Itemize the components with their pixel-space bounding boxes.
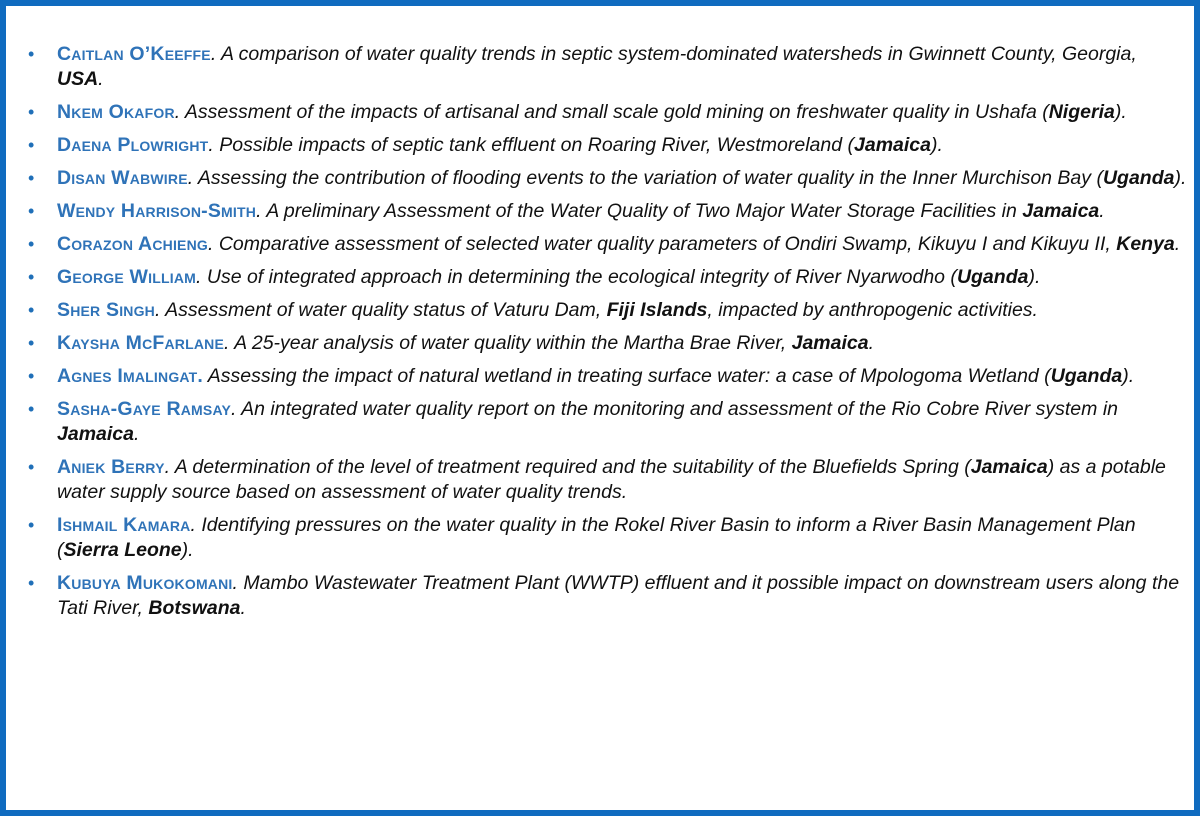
separator: .	[208, 134, 220, 156]
author-name: Agnes Imalingat.	[57, 365, 204, 387]
bullet-icon: •	[28, 267, 35, 287]
title-tail: .	[868, 332, 875, 354]
list-item	[28, 513, 1188, 563]
title-tail: ).	[1122, 365, 1135, 387]
title-tail: ).	[181, 539, 194, 561]
country-name: Jamaica	[57, 423, 134, 445]
separator: .	[224, 332, 235, 354]
bullet-icon: •	[28, 201, 35, 221]
country-name: Kenya	[1116, 233, 1175, 255]
country-name: Jamaica	[791, 332, 869, 354]
separator: .	[231, 398, 242, 420]
country-name: Nigeria	[1048, 101, 1115, 123]
thesis-title: Assessment of water quality status of Vaturu Dam,	[165, 299, 607, 321]
title-tail: ).	[931, 134, 943, 156]
thesis-list	[28, 42, 1188, 629]
bullet-icon: •	[28, 44, 35, 64]
title-tail: .	[133, 423, 140, 445]
separator: .	[210, 43, 221, 65]
country-name: Jamaica	[970, 456, 1048, 478]
bullet-icon: •	[28, 366, 35, 386]
bullet-icon: •	[28, 333, 35, 353]
list-item	[28, 42, 1188, 92]
author-name: Aniek Berry	[57, 456, 165, 478]
bullet-icon: •	[28, 102, 35, 122]
thesis-title: Assessing the contribution of flooding events to the variation of water quality in the Inner Murchison Bay (	[197, 167, 1103, 189]
list-item	[28, 100, 1188, 125]
country-name: Uganda	[1102, 167, 1175, 189]
thesis-title: Mambo Wastewater Treatment Plant (WWTP) effluent and it possible impact on downstream users along the Tati River,	[57, 572, 1180, 619]
separator: .	[190, 514, 202, 536]
thesis-title: Possible impacts of septic tank effluent on Roaring River, Westmoreland (	[219, 134, 855, 156]
thesis-title: Identifying pressures on the water quality in the Rokel River Basin to inform a River Basin Management Plan (	[57, 514, 1136, 561]
separator: .	[187, 167, 198, 189]
list-item	[28, 331, 1188, 356]
author-name: Sasha-Gaye Ramsay	[57, 398, 232, 420]
list-item	[28, 298, 1188, 323]
country-name: Botswana	[148, 597, 241, 619]
country-name: Jamaica	[854, 134, 931, 156]
author-name: George William	[57, 266, 197, 288]
title-tail: ) as a potable water supply source based on assessment of water quality trends.	[57, 456, 1166, 503]
author-name: Nkem Okafor	[57, 101, 175, 123]
separator: .	[164, 456, 175, 478]
list-item	[28, 571, 1188, 621]
title-tail: .	[98, 68, 104, 90]
bullet-icon: •	[28, 168, 35, 188]
thesis-title: A determination of the level of treatment required and the suitability of the Bluefields Spring (	[174, 456, 971, 478]
list-item	[28, 265, 1188, 290]
country-name: Uganda	[1050, 365, 1123, 387]
author-name: Ishmail Kamara	[57, 514, 191, 536]
author-name: Kubuya Mukokomani	[57, 572, 233, 594]
title-tail: .	[1099, 200, 1105, 222]
country-name: Uganda	[956, 266, 1029, 288]
separator: .	[155, 299, 166, 321]
separator: .	[196, 266, 207, 288]
thesis-title: Use of integrated approach in determining the ecological integrity of River Nyarwodho (	[206, 266, 957, 288]
thesis-title: A 25-year analysis of water quality within the Martha Brae River,	[234, 332, 792, 354]
author-name: Daena Plowright	[57, 134, 209, 156]
list-item	[28, 364, 1188, 389]
list-item	[28, 455, 1188, 505]
thesis-title: An integrated water quality report on the monitoring and assessment of the Rio Cobre River system in	[241, 398, 1118, 420]
separator: .	[256, 200, 267, 222]
list-item	[28, 133, 1188, 158]
title-tail: ).	[1114, 101, 1127, 123]
list-item	[28, 397, 1188, 447]
author-name: Wendy Harrison-Smith	[57, 200, 257, 222]
bullet-icon: •	[28, 515, 35, 535]
bullet-icon: •	[28, 234, 35, 254]
thesis-title: Assessment of the impacts of artisanal and small scale gold mining on freshwater quality in Ushafa (	[184, 101, 1049, 123]
author-name: Disan Wabwire	[57, 167, 188, 189]
thesis-title: A comparison of water quality trends in septic system-dominated watersheds in Gwinnett County, Georgia,	[220, 43, 1137, 65]
author-name: Kaysha McFarlane	[57, 332, 225, 354]
thesis-title: A preliminary Assessment of the Water Quality of Two Major Water Storage Facilities in	[266, 200, 1023, 222]
bullet-icon: •	[28, 573, 35, 593]
bullet-icon: •	[28, 300, 35, 320]
title-tail: , impacted by anthropogenic activities.	[707, 299, 1038, 321]
separator: .	[174, 101, 185, 123]
thesis-title: Assessing the impact of natural wetland in treating surface water: a case of Mpologoma Wetland (	[207, 365, 1051, 387]
thesis-title: Comparative assessment of selected water quality parameters of Ondiri Swamp, Kikuyu I and Kikuyu II,	[218, 233, 1117, 255]
list-item	[28, 166, 1188, 191]
author-name: Sher Singh	[57, 299, 155, 321]
author-name: Corazon Achieng	[57, 233, 208, 255]
country-name: USA	[57, 68, 99, 90]
title-tail: ).	[1028, 266, 1041, 288]
author-name: Caitlan O’Keeffe	[57, 43, 211, 65]
list-item	[28, 199, 1188, 224]
separator: .	[207, 233, 219, 255]
bullet-icon: •	[28, 399, 35, 419]
separator: .	[232, 572, 244, 594]
list-item	[28, 232, 1188, 257]
title-tail: .	[240, 597, 246, 619]
country-name: Sierra Leone	[63, 539, 182, 561]
country-name: Fiji Islands	[606, 299, 708, 321]
title-tail: .	[1174, 233, 1181, 255]
bullet-icon: •	[28, 135, 35, 155]
title-tail: ).	[1174, 167, 1187, 189]
bullet-icon: •	[28, 457, 35, 477]
country-name: Jamaica	[1022, 200, 1100, 222]
